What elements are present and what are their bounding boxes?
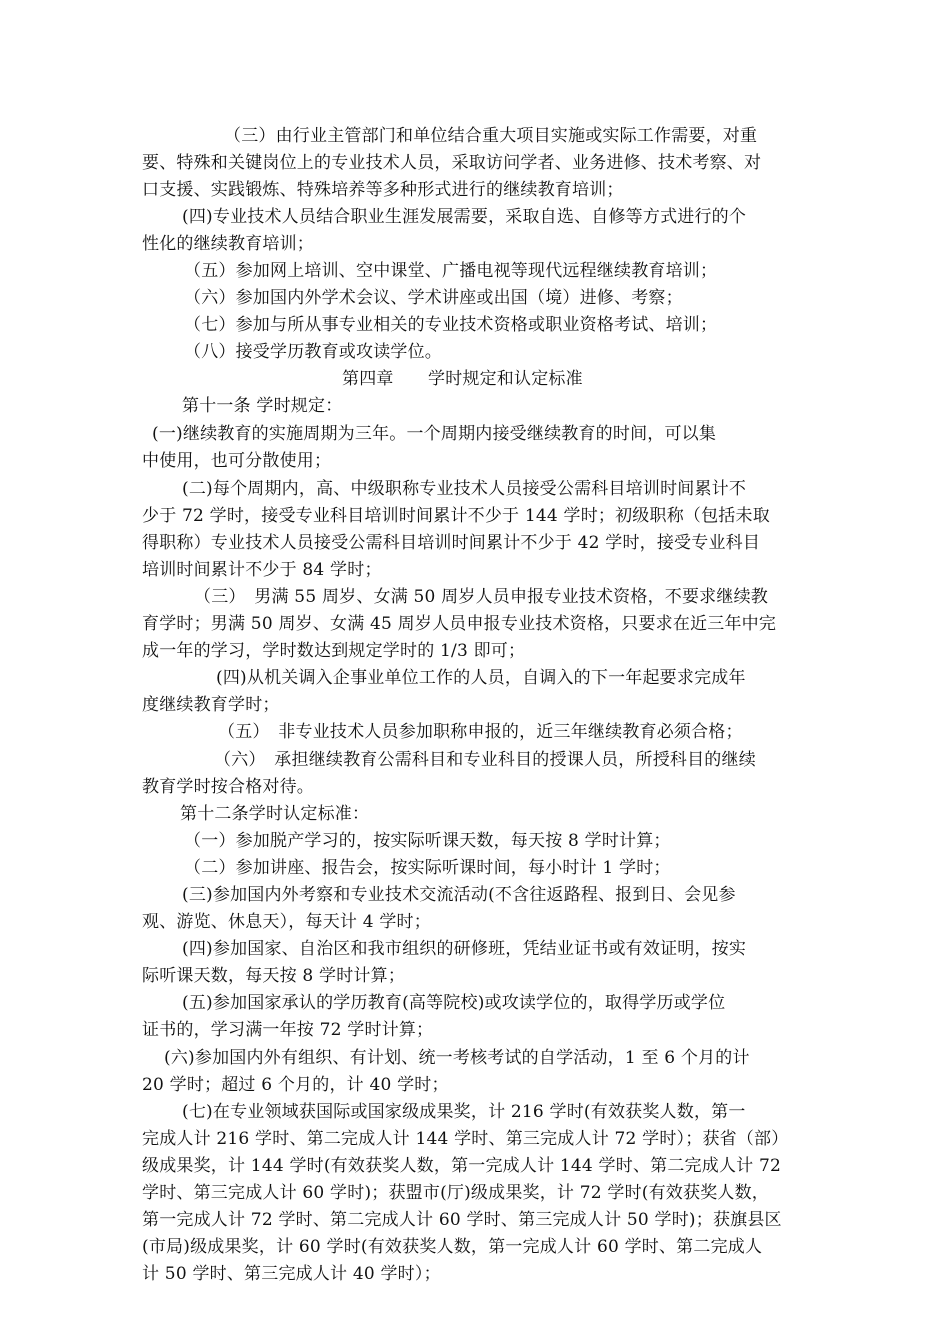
text-line: 少于 72 学时，接受专业科目培训时间累计不少于 144 学时；初级职称（包括未取 bbox=[142, 506, 770, 526]
text-line: 口支援、实践锻炼、特殊培养等多种形式进行的继续教育培训； bbox=[142, 180, 624, 200]
text-line: （七）参加与所从事专业相关的专业技术资格或职业资格考试、培训； bbox=[184, 315, 718, 335]
text-line: 成一年的学习，学时数达到规定学时的 1/3 即可； bbox=[142, 641, 526, 661]
text-line: 证书的，学习满一年按 72 学时计算； bbox=[142, 1020, 434, 1040]
text-line: 度继续教育学时； bbox=[142, 695, 280, 715]
text-line: (五)参加国家承认的学历教育(高等院校)或攻读学位的，取得学历或学位 bbox=[182, 993, 726, 1013]
text-line: （六）参加国内外学术会议、学术讲座或出国（境）进修、考察； bbox=[184, 288, 683, 308]
chapter-heading: 第四章 学时规定和认定标准 bbox=[342, 369, 583, 389]
text-line: 观、游览、休息天），每天计 4 学时； bbox=[142, 912, 431, 932]
text-line: 得职称）专业技术人员接受公需科目培训时间累计不少于 42 学时，接受专业科目 bbox=[142, 533, 761, 553]
text-line: （二）参加讲座、报告会，按实际听课时间，每小时计 1 学时； bbox=[184, 858, 671, 878]
text-line: (四)从机关调入企事业单位工作的人员，自调入的下一年起要求完成年 bbox=[216, 668, 746, 688]
text-line: （五）参加网上培训、空中课堂、广播电视等现代远程继续教育培训； bbox=[184, 261, 718, 281]
text-line: 计 50 学时、第三完成人计 40 学时）； bbox=[142, 1264, 441, 1284]
text-line: 教育学时按合格对待。 bbox=[142, 777, 314, 797]
text-line: （三）由行业主管部门和单位结合重大项目实施或实际工作需要，对重 bbox=[224, 126, 758, 146]
text-line: (三)参加国内外考察和专业技术交流活动(不含往返路程、报到日、会见参 bbox=[182, 885, 736, 905]
text-line: (市局)级成果奖，计 60 学时(有效获奖人数，第一完成人计 60 学时、第二完成人 bbox=[142, 1237, 763, 1257]
article-heading: 第十二条学时认定标准： bbox=[180, 804, 370, 824]
text-line: (七)在专业领域获国际或国家级成果奖，计 216 学时(有效获奖人数，第一 bbox=[182, 1102, 746, 1122]
text-line: 要、特殊和关键岗位上的专业技术人员，采取访问学者、业务进修、技术考察、对 bbox=[142, 153, 762, 173]
text-line: 培训时间累计不少于 84 学时； bbox=[142, 560, 382, 580]
text-line: （三） 男满 55 周岁、女满 50 周岁人员申报专业技术资格，不要求继续教 bbox=[194, 587, 768, 607]
text-line: (四)参加国家、自治区和我市组织的研修班，凭结业证书或有效证明，按实 bbox=[182, 939, 747, 959]
text-line: 第一完成人计 72 学时、第二完成人计 60 学时、第三完成人计 50 学时)；获旗县区 bbox=[142, 1210, 782, 1230]
text-line: 完成人计 216 学时、第二完成人计 144 学时、第三完成人计 72 学时）；获省（部） bbox=[142, 1129, 789, 1149]
text-line: （五） 非专业技术人员参加职称申报的，近三年继续教育必须合格； bbox=[218, 722, 743, 742]
text-line: (一)继续教育的实施周期为三年。一个周期内接受继续教育的时间，可以集 bbox=[152, 424, 717, 444]
text-line: （六） 承担继续教育公需科目和专业科目的授课人员，所授科目的继续 bbox=[214, 750, 756, 770]
article-heading: 第十一条 学时规定： bbox=[182, 396, 343, 416]
text-line: 学时、第三完成人计 60 学时)；获盟市(厅)级成果奖，计 72 学时(有效获奖人数， bbox=[142, 1183, 770, 1203]
text-line: (六)参加国内外有组织、有计划、统一考核考试的自学活动，1 至 6 个月的计 bbox=[164, 1048, 750, 1068]
text-line: 中使用，也可分散使用； bbox=[142, 451, 332, 471]
text-line: 际听课天数，每天按 8 学时计算； bbox=[142, 966, 406, 986]
text-line: （一）参加脱产学习的，按实际听课天数，每天按 8 学时计算； bbox=[184, 831, 671, 851]
text-line: 性化的继续教育培训； bbox=[142, 234, 314, 254]
text-line: 级成果奖，计 144 学时(有效获奖人数，第一完成人计 144 学时、第二完成人计 72 bbox=[142, 1156, 781, 1176]
text-line: (四)专业技术人员结合职业生涯发展需要，采取自选、自修等方式进行的个 bbox=[182, 207, 747, 227]
text-line: 20 学时；超过 6 个月的，计 40 学时； bbox=[142, 1075, 449, 1095]
text-line: （八）接受学历教育或攻读学位。 bbox=[184, 342, 442, 362]
text-line: (二)每个周期内，高、中级职称专业技术人员接受公需科目培训时间累计不 bbox=[182, 479, 747, 499]
text-line: 育学时；男满 50 周岁、女满 45 周岁人员申报专业技术资格，只要求在近三年中完 bbox=[142, 614, 777, 634]
